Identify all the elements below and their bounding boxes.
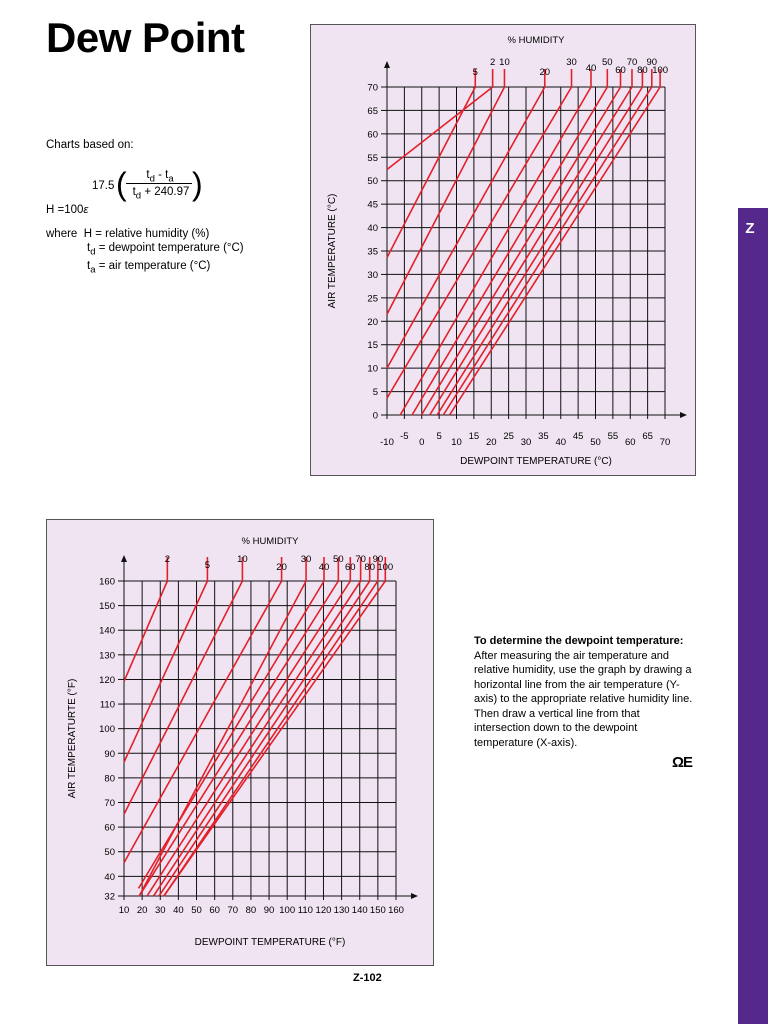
- y-tick-label: 30: [367, 269, 378, 281]
- y-axis-label: AIR TEMPERATURE (°C): [327, 193, 338, 309]
- y-tick-label: 50: [104, 847, 115, 859]
- y-tick-label: 80: [104, 773, 115, 785]
- left-paren: (: [116, 166, 127, 202]
- y-tick-label: 50: [367, 176, 378, 188]
- y-tick-label: 60: [104, 822, 115, 834]
- legend-td: $t_d$ = dewpoint temperature (°C): [87, 242, 244, 258]
- humidity-label: 30: [300, 554, 312, 565]
- omega-logo: ΩE: [672, 754, 693, 771]
- y-tick-label: 110: [99, 699, 115, 711]
- y-tick-label: 5: [372, 387, 378, 399]
- x-tick-label: 65: [642, 431, 653, 442]
- humidity-label: 50: [602, 57, 613, 68]
- humidity-label: 10: [237, 554, 248, 565]
- humidity-line-100: [164, 581, 385, 896]
- y-tick-label: 130: [99, 650, 115, 662]
- humidity-line-30: [139, 581, 306, 896]
- y-tick-label: 160: [99, 576, 115, 588]
- humidity-label: 50: [333, 554, 344, 565]
- humidity-line-70: [154, 581, 361, 896]
- formula-coefficient: 17.5: [92, 180, 115, 192]
- x-tick-label: 140: [351, 905, 368, 916]
- humidity-line-90: [164, 581, 378, 896]
- humidity-line-2: [124, 581, 167, 681]
- x-tick-label: 60: [624, 437, 636, 448]
- x-tick-label: 100: [279, 905, 296, 916]
- humidity-label: 2: [489, 57, 496, 68]
- x-tick-label: 120: [315, 905, 332, 916]
- humidity-label: 90: [372, 554, 384, 565]
- humidity-label: 60: [345, 562, 356, 573]
- formula-denominator: $t_d + 240.97$: [132, 186, 190, 202]
- y-tick-label: 65: [367, 105, 378, 117]
- section-tab[interactable]: [738, 208, 768, 1024]
- x-axis-arrow: [680, 412, 687, 418]
- x-tick-label: 130: [333, 905, 350, 916]
- humidity-label: 70: [626, 57, 638, 68]
- y-tick-label: 150: [99, 601, 115, 613]
- y-tick-label: 20: [367, 316, 378, 328]
- y-tick-label: 90: [104, 748, 115, 760]
- x-tick-label: 110: [297, 905, 313, 916]
- humidity-line-80: [159, 581, 370, 896]
- humidity-formula: H =100ε: [46, 204, 89, 216]
- humidity-label: 20: [276, 562, 287, 573]
- x-tick-label: 25: [503, 431, 514, 442]
- x-tick-label: 50: [191, 905, 202, 916]
- x-tick-label: 50: [590, 437, 601, 448]
- x-axis-arrow: [411, 893, 418, 899]
- y-tick-label: 15: [367, 340, 378, 352]
- instructions-text: To determine the dewpoint temperature: After measuring the air temperature and relative humidity, use the graph by drawing a horizontal line from the air temperature (Y-axis) to the appropriate relative humidity line. Then draw a vertical line from that intersection down to the dewpoint temperature (X-axis).: [474, 635, 693, 749]
- x-tick-label: 90: [263, 905, 275, 916]
- y-tick-label: 0: [372, 410, 378, 422]
- x-tick-label: 160: [388, 905, 404, 916]
- y-tick-label: 55: [367, 152, 378, 164]
- x-axis-label: DEWPOINT TEMPERATURE (°F): [194, 937, 346, 948]
- x-tick-label: 70: [227, 905, 239, 916]
- y-tick-label: 32: [104, 891, 115, 903]
- x-tick-label: 55: [607, 431, 619, 442]
- humidity-label: 100: [652, 65, 669, 76]
- humidity-label: 80: [637, 65, 648, 76]
- y-axis-arrow: [121, 555, 127, 562]
- exponent-formula: [46, 166, 296, 206]
- x-tick-label: 45: [572, 431, 584, 442]
- x-tick-label: 10: [451, 437, 462, 448]
- legend-ta: $t_a$ = air temperature (°C): [87, 260, 211, 276]
- x-tick-label: 60: [209, 905, 220, 916]
- y-tick-label: 60: [367, 129, 378, 141]
- humidity-label: 5: [472, 67, 478, 78]
- legend-h: where H = relative humidity (%): [46, 228, 210, 240]
- dewpoint-chart-fahrenheit: [46, 519, 434, 966]
- formula-numerator: $t_d - t_a$: [146, 169, 174, 185]
- chart-title: % HUMIDITY: [241, 536, 299, 547]
- humidity-label: 90: [646, 57, 658, 68]
- y-axis-arrow: [384, 61, 390, 68]
- right-paren: ): [192, 166, 203, 202]
- chart-title: % HUMIDITY: [507, 35, 565, 46]
- y-axis-label: AIR TEMPERATURTE (°F): [67, 678, 78, 799]
- humidity-line-40: [139, 581, 325, 888]
- x-tick-label: 40: [555, 437, 567, 448]
- humidity-line-60: [147, 581, 350, 896]
- x-tick-label: 10: [118, 905, 130, 916]
- x-tick-label: 150: [369, 905, 386, 916]
- x-tick-label: 20: [485, 437, 497, 448]
- humidity-label: 70: [355, 554, 366, 565]
- page-number: Z-102: [353, 972, 382, 984]
- x-tick-label: 0: [419, 437, 425, 448]
- y-tick-label: 45: [367, 199, 378, 211]
- x-tick-label: -10: [380, 437, 394, 448]
- x-tick-label: 30: [154, 905, 166, 916]
- humidity-label: 80: [364, 562, 375, 573]
- y-tick-label: 120: [99, 674, 115, 686]
- chart-celsius-svg: [311, 25, 695, 475]
- humidity-label: 60: [615, 65, 626, 76]
- fraction-bar: [126, 183, 192, 184]
- x-tick-label: 30: [520, 437, 532, 448]
- section-tab-letter: Z: [745, 220, 755, 237]
- humidity-line-50: [139, 581, 338, 896]
- y-tick-label: 10: [367, 363, 378, 375]
- x-tick-label: 80: [245, 905, 257, 916]
- humidity-label: 2: [164, 554, 170, 565]
- x-tick-label: 5: [436, 431, 442, 442]
- humidity-label: 40: [585, 63, 597, 74]
- formula-block: [46, 138, 296, 278]
- x-tick-label: 35: [538, 431, 549, 442]
- humidity-label: 10: [499, 57, 510, 68]
- x-tick-label: 40: [173, 905, 184, 916]
- y-tick-label: 40: [104, 871, 115, 883]
- y-tick-label: 140: [99, 625, 115, 637]
- x-tick-label: 20: [136, 905, 148, 916]
- x-tick-label: -5: [400, 431, 409, 442]
- chart-fahrenheit-svg: [47, 520, 433, 965]
- x-tick-label: 15: [468, 431, 480, 442]
- y-tick-label: 40: [367, 223, 378, 235]
- formula-intro: Charts based on:: [46, 139, 134, 151]
- humidity-label: 5: [204, 560, 211, 571]
- y-tick-label: 70: [104, 797, 115, 809]
- page-title: Dew Point: [46, 14, 245, 61]
- y-tick-label: 35: [367, 246, 378, 258]
- formula-legend: [46, 227, 296, 278]
- x-axis-label: DEWPOINT TEMPERATURE (°C): [460, 456, 612, 467]
- x-tick-label: 70: [659, 437, 671, 448]
- humidity-label: 30: [566, 57, 577, 68]
- dewpoint-chart-celsius: [310, 24, 696, 476]
- y-tick-label: 100: [99, 724, 115, 736]
- y-tick-label: 70: [367, 82, 378, 94]
- humidity-label: 40: [318, 562, 330, 573]
- humidity-label: 20: [539, 67, 551, 78]
- humidity-label: 100: [377, 562, 394, 573]
- humidity-line-5: [387, 87, 475, 258]
- y-tick-label: 25: [367, 293, 378, 305]
